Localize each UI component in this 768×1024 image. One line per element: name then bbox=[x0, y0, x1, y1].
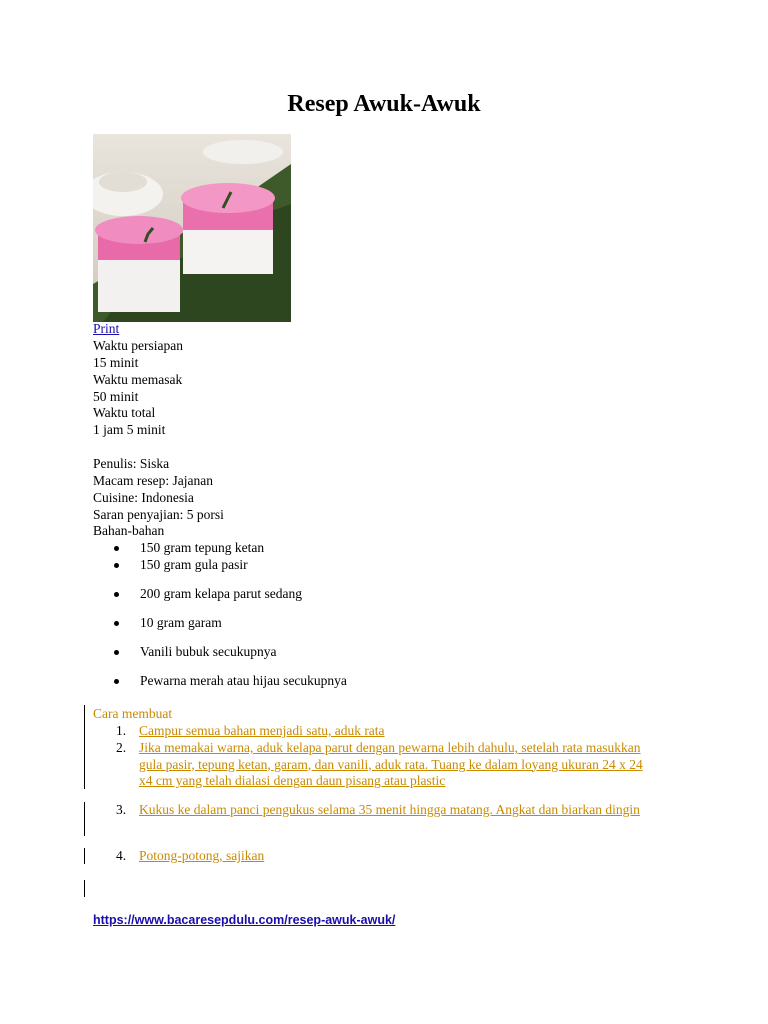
change-bar bbox=[84, 880, 85, 897]
recipe-photo bbox=[93, 134, 291, 322]
ingredient-item: Pewarna merah atau hijau secukupnya bbox=[140, 673, 347, 688]
step-number: 2. bbox=[116, 740, 127, 755]
step-text: Jika memakai warna, aduk kelapa parut dengan pewarna lebih dahulu, setelah rata masukkan gula pasir, tepung ketan, garam, dan vanili, aduk rata. Tuang ke dalam loyang ukuran 24 x 24 x4 cm yang telah dialasi dengan daun pisang atau plastic bbox=[139, 740, 643, 788]
step-number: 1. bbox=[116, 723, 127, 738]
step-number: 4. bbox=[116, 848, 127, 863]
cook-time-value: 50 minit bbox=[93, 389, 139, 404]
step-text: Kukus ke dalam panci pengukus selama 35 menit hingga matang. Angkat dan biarkan dingin bbox=[139, 802, 640, 817]
bullet-icon bbox=[114, 563, 119, 568]
method-heading: Cara membuat bbox=[93, 706, 173, 721]
prep-time-value: 15 minit bbox=[93, 355, 139, 370]
author: Penulis: Siska bbox=[93, 456, 170, 471]
bullet-icon bbox=[114, 679, 119, 684]
step-text: Potong-potong, sajikan bbox=[139, 848, 265, 863]
cook-time-label: Waktu memasak bbox=[93, 372, 183, 387]
recipe-type: Macam resep: Jajanan bbox=[93, 473, 213, 488]
change-bar bbox=[84, 848, 85, 864]
ingredients-heading: Bahan-bahan bbox=[93, 523, 165, 538]
print-link[interactable]: Print bbox=[93, 321, 120, 336]
bullet-icon bbox=[114, 546, 119, 551]
prep-time-label: Waktu persiapan bbox=[93, 338, 184, 353]
ingredient-item: 200 gram kelapa parut sedang bbox=[140, 586, 302, 601]
bullet-icon bbox=[114, 621, 119, 626]
serving: Saran penyajian: 5 porsi bbox=[93, 507, 224, 522]
cuisine: Cuisine: Indonesia bbox=[93, 490, 194, 505]
page-title: Resep Awuk-Awuk bbox=[287, 91, 481, 117]
ingredient-item: 150 gram gula pasir bbox=[140, 557, 248, 572]
change-bar bbox=[84, 802, 85, 836]
ingredient-item: 150 gram tepung ketan bbox=[140, 540, 265, 555]
ingredient-item: Vanili bubuk secukupnya bbox=[140, 644, 277, 659]
total-time-value: 1 jam 5 minit bbox=[93, 422, 166, 437]
step-number: 3. bbox=[116, 802, 127, 817]
change-bar bbox=[84, 705, 85, 789]
total-time-label: Waktu total bbox=[93, 405, 156, 420]
step-text: Campur semua bahan menjadi satu, aduk rata bbox=[139, 723, 385, 738]
bullet-icon bbox=[114, 592, 119, 597]
ingredient-item: 10 gram garam bbox=[140, 615, 222, 630]
bullet-icon bbox=[114, 650, 119, 655]
source-link[interactable]: https://www.bacaresepdulu.com/resep-awuk-awuk/ bbox=[93, 913, 396, 927]
